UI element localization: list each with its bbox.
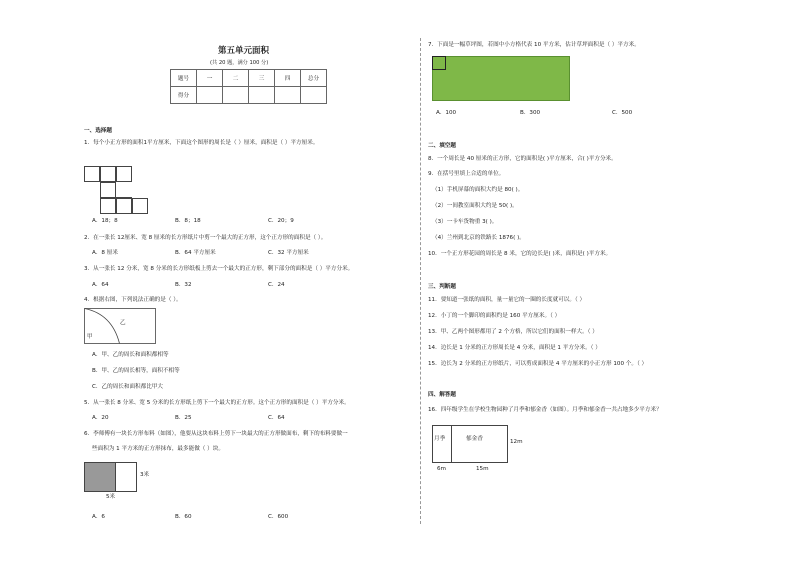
question-6-figure-width: 5米 xyxy=(106,494,116,500)
judge-question: 15．边长为 2 分米的正方形纸片，可以剪成面积是 4 平方厘米的小正方形 100 个。（ ） xyxy=(428,361,648,367)
question-16-label-tulip: 郁金香 xyxy=(466,436,483,442)
section-heading-solve: 四、解答题 xyxy=(428,392,456,398)
section-heading-choice: 一、选择题 xyxy=(84,128,112,134)
score-table-score-row xyxy=(171,87,327,104)
question-2-option-c[interactable]: C．32 平方厘米 xyxy=(268,250,309,256)
question-16-dimension-tulip-width: 15m xyxy=(476,466,489,472)
score-table-header-cell: 一 xyxy=(197,70,223,87)
question-7-lawn-figure xyxy=(432,56,570,101)
question-9-item: （2）一间教室面积大约是 50( )。 xyxy=(432,203,518,209)
score-input-cell[interactable] xyxy=(249,87,275,104)
question-1-option-a[interactable]: A．18；8 xyxy=(92,218,118,224)
question-1-text: 1．每个小正方形的面积1平方厘米，下面这个图形的周长是（ ）厘米，面积是（ ）平方厘米。 xyxy=(84,140,319,146)
question-4-figure-label-yi: 乙 xyxy=(120,320,126,326)
page-divider xyxy=(420,38,421,524)
question-1-option-b[interactable]: B．8；18 xyxy=(175,218,201,224)
question-6-figure-height: 3米 xyxy=(140,472,150,478)
score-input-cell[interactable] xyxy=(197,87,223,104)
score-table-header-cell: 三 xyxy=(249,70,275,87)
question-5-option-a[interactable]: A．20 xyxy=(92,415,109,421)
question-7-option-b[interactable]: B．300 xyxy=(520,110,541,116)
question-3-option-b[interactable]: B．32 xyxy=(175,282,192,288)
judge-question: 12．小丁的一个脚印的面积约是 160 平方厘米。（ ） xyxy=(428,313,561,319)
question-6-text-line-1: 6．李师傅有一块长方形布料（如图），他要从这块布料上剪下一块最大的正方形做面布，剩下的布料要做一 xyxy=(84,431,348,437)
question-3-text: 3．从一张长 12 分米，宽 8 分米的长方形纸板上剪去一个最大的正方形，剩下部分的面积是（ ）平方分米。 xyxy=(84,266,354,272)
question-7-option-c[interactable]: C．500 xyxy=(612,110,633,116)
question-4-option-b[interactable]: B．甲、乙的周长相等，面积不相等 xyxy=(92,368,180,374)
question-7-option-a[interactable]: A．100 xyxy=(436,110,457,116)
score-input-cell[interactable] xyxy=(275,87,301,104)
question-16-dimension-rose-width: 6m xyxy=(437,466,447,472)
question-5-option-c[interactable]: C．64 xyxy=(268,415,285,421)
question-9-item: （1）手机屏幕的面积大约是 80( )。 xyxy=(432,187,524,193)
question-9-item: （4）兰州到北京的铁路长 1876( )。 xyxy=(432,235,525,241)
score-table-header-cell: 题号 xyxy=(171,70,197,87)
question-16-text: 16．四年级学生在学校生物园种了月季和郁金香（如图）。月季和郁金香一共占地多少平方米？ xyxy=(428,407,662,413)
score-table-header-row xyxy=(171,70,327,87)
section-heading-fill: 二、填空题 xyxy=(428,143,456,149)
question-8-text: 8．一个周长是 40 厘米的正方形，它的面积是( )平方厘米，合( )平方分米。 xyxy=(428,156,617,162)
question-9-text: 9．在括号里填上合适的单位。 xyxy=(428,171,505,177)
question-2-text: 2．在一张长 12厘米、宽 8 厘米的长方形纸片中剪一个最大的正方形，这个正方形的面积是（ ）。 xyxy=(84,235,327,241)
question-16-dimension-height: 12m xyxy=(510,439,523,445)
judge-question: 13．甲、乙两个图形都用了 2 个方格，所以它们的面积一样大。（ ） xyxy=(428,329,598,335)
question-3-option-c[interactable]: C．24 xyxy=(268,282,285,288)
section-heading-judge: 三、判断题 xyxy=(428,284,456,290)
question-1-option-c[interactable]: C．20；9 xyxy=(268,218,294,224)
question-6-option-c[interactable]: C．600 xyxy=(268,514,289,520)
question-16-label-rose: 月季 xyxy=(434,436,446,442)
page-subtitle: (共 20 题，满分 100 分) xyxy=(210,60,269,66)
score-table xyxy=(170,69,327,104)
question-4-option-a[interactable]: A．甲、乙的周长和面积都相等 xyxy=(92,352,169,358)
score-input-cell[interactable] xyxy=(301,87,327,104)
score-table-header-cell: 二 xyxy=(223,70,249,87)
page-title: 第五单元面积 xyxy=(218,46,270,56)
judge-question: 14．边长是 1 分米的正方形周长是 4 分米，面积是 1 平方分米。（ ） xyxy=(428,345,601,351)
question-6-option-b[interactable]: B．60 xyxy=(175,514,192,520)
question-2-option-b[interactable]: B．64 平方厘米 xyxy=(175,250,216,256)
question-5-text: 5．从一张长 8 分米、宽 5 分米的长方形纸上剪下一个最大的正方形。这个正方形的面积是（ ）平方分米。 xyxy=(84,400,350,406)
score-table-header-cell: 总分 xyxy=(301,70,327,87)
question-4-option-c[interactable]: C．乙的周长和面积都比甲大 xyxy=(92,384,164,390)
question-10-text: 10．一个正方形花园的周长是 8 米，它的边长是( )米，面积是( )平方米。 xyxy=(428,251,612,257)
question-2-option-a[interactable]: A．8 厘米 xyxy=(92,250,118,256)
question-9-item: （3）一卡车货物重 3( )。 xyxy=(432,219,498,225)
score-input-cell[interactable] xyxy=(223,87,249,104)
question-4-figure-label-jia: 甲 xyxy=(87,334,93,340)
question-6-text-line-2: 些面积为 1 平方米的正方形抹布，最多能做（ ）块。 xyxy=(92,446,224,452)
score-table-header-cell: 四 xyxy=(275,70,301,87)
question-7-unit-square xyxy=(432,56,446,70)
question-3-option-a[interactable]: A．64 xyxy=(92,282,109,288)
judge-question: 11．要知道一张纸的面积，量一量它的一圈的长度就可以。（ ） xyxy=(428,297,586,303)
question-4-text: 4．根据右图，下列说法正确的是（ ）。 xyxy=(84,297,182,303)
question-5-option-b[interactable]: B．25 xyxy=(175,415,192,421)
question-6-option-a[interactable]: A．6 xyxy=(92,514,105,520)
score-table-row-label: 得分 xyxy=(171,87,197,104)
question-7-text: 7．下面是一幅草坪图，若图中小方格代表 10 平方米，估计草坪面积是（ ）平方米。 xyxy=(428,42,640,48)
